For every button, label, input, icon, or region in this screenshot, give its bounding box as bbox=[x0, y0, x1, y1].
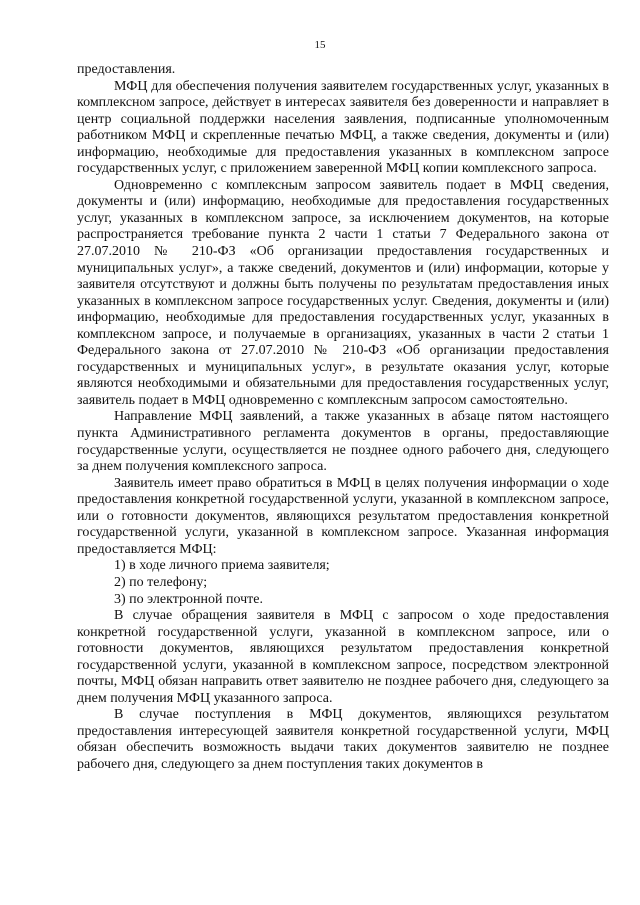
paragraph-forwarding-deadline: Направление МФЦ заявлений, а также указанных в абзаце пятом настоящего пункта Административного регламента документов в органы, предоставляющие государственные услуги, осуществляется не позднее одного рабочего дня, следующего за днем получения комплексного запроса. bbox=[77, 409, 609, 475]
paragraph-documents-submission: Одновременно с комплексным запросом заявитель подает в МФЦ сведения, документы и (или) информацию, необходимые для предоставления государственных услуг, указанных в комплексном запросе, за исключением документов, на которые распространяется требование пункта 2 части 1 статьи 7 Федерального закона от 27.07.2010 № 210-ФЗ «Об организации предоставления государственных и муниципальных услуг», а также сведений, документов и (или) информации, которые у заявителя отсутствуют и должны быть получены по результатам предоставления иных указанных в комплексном запросе государственных услуг. Сведения, документы и (или) информацию, необходимые для предоставления государственных услуг, указанных в комплексном запросе, и получаемые в организациях, указанных в части 2 статьи 1 Федерального закона от 27.07.2010 № 210-ФЗ «Об организации предоставления государственных и муниципальных услуг», в результате оказания услуг, которые являются необходимыми и обязательными для предоставления государственных услуг, заявитель подает в МФЦ одновременно с комплексным запросом самостоятельно. bbox=[77, 177, 609, 408]
paragraph-result-issuance: В случае поступления в МФЦ документов, являющихся результатом предоставления интересующей заявителя конкретной государственной услуги, МФЦ обязан обеспечить возможность выдачи таких документов заявителю не позднее рабочего дня, следующего за днем поступления таких документов в bbox=[77, 707, 609, 772]
paragraph-mfc-obligations: МФЦ для обеспечения получения заявителем государственных услуг, указанных в комплексном запросе, действует в интересах заявителя без доверенности и направляет в центр социальной поддержки населения заявления, подписанные уполномоченным работником МФЦ и скрепленные печатью МФЦ, а также сведения, документы и (или) информацию, необходимые для предоставления указанных в комплексном запросе государственных услуг, с приложением заверенной МФЦ копии комплексного запроса. bbox=[77, 78, 609, 177]
page-number: 15 bbox=[314, 39, 326, 51]
list-item-phone: 2) по телефону; bbox=[114, 574, 208, 590]
paragraph-status-inquiry: Заявитель имеет право обратиться в МФЦ в целях получения информации о ходе предоставления конкретной государственной услуги, указанной в комплексном запросе, или о готовности документов, являющихся результатом предоставления конкретной государственной услуги, указанной в комплексном запросе. Указанная информация предоставляется МФЦ: bbox=[77, 475, 609, 557]
paragraph-email-response: В случае обращения заявителя в МФЦ с запросом о ходе предоставления конкретной государственной услуги, указанной в комплексном запросе, или о готовности документов, являющихся результатом предоставления конкретной государственной услуги, указанной в комплексном запросе, посредством электронной почты, МФЦ обязан направить ответ заявителю не позднее рабочего дня, следующего за днем получения МФЦ указанного запроса. bbox=[77, 608, 609, 706]
paragraph-continuation: предоставления. bbox=[77, 62, 176, 77]
list-item-email: 3) по электронной почте. bbox=[114, 591, 263, 607]
document-body bbox=[77, 62, 609, 774]
list-item-in-person: 1) в ходе личного приема заявителя; bbox=[114, 558, 330, 574]
